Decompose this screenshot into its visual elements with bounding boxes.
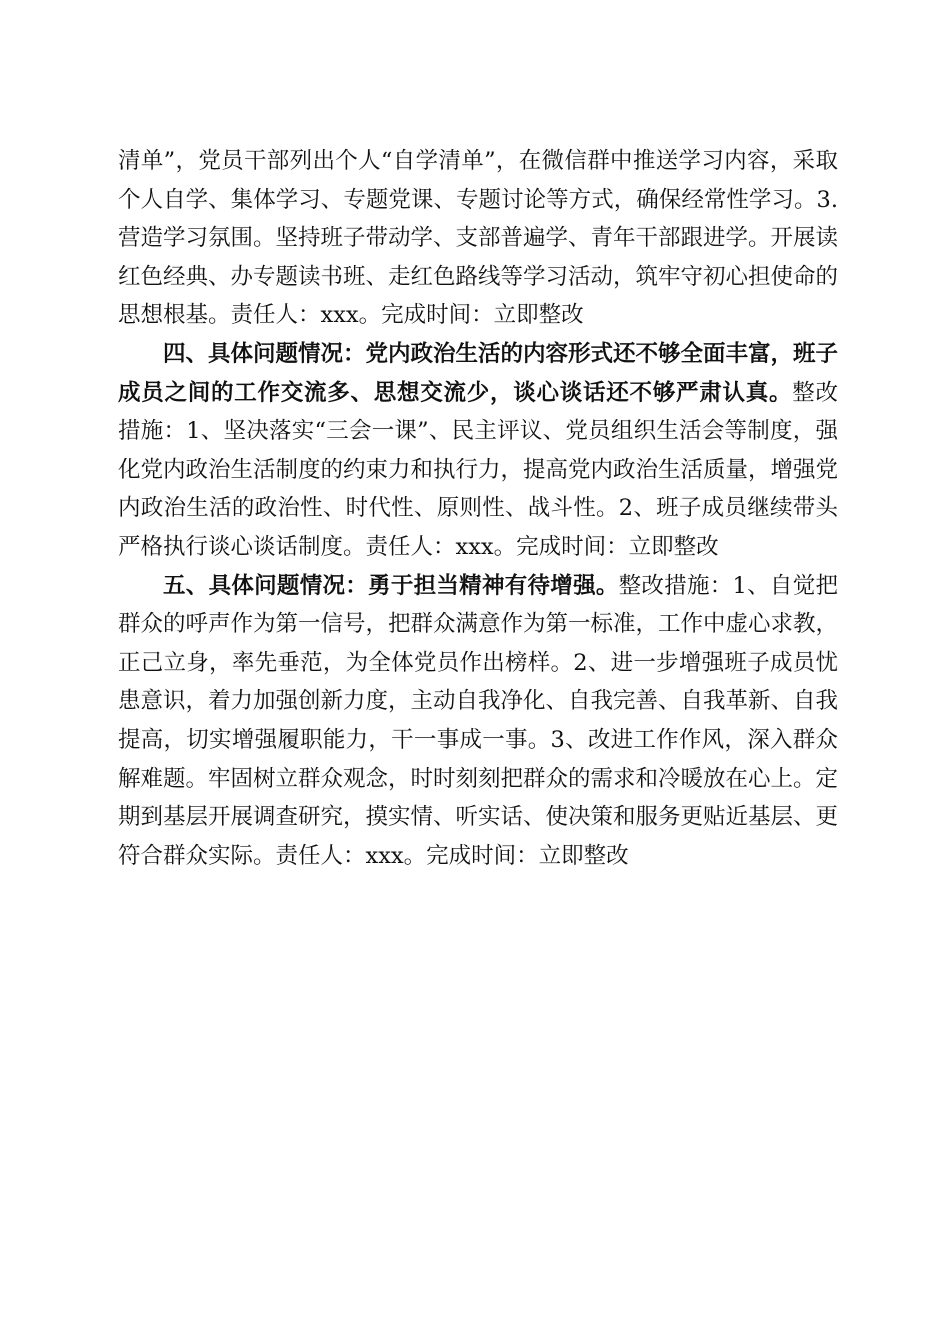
paragraph-issue-five xyxy=(118,567,838,876)
issue-five-heading: 五、具体问题情况：勇于担当精神有待增强。 xyxy=(163,572,619,599)
paragraph-text: 清单”，党员干部列出个人“自学清单”，在微信群中推送学习内容，采取个人自学、集体学习、专题党课、专题讨论等方式，确保经常性学习。3.营造学习氛围。坚持班子带动学、支部普遍学、青年干部跟进学。开展读红色经典、办专题读书班、走红色路线等学习活动，筑牢守初心担使命的思想根基。责任人：xxx。完成时间：立即整改 xyxy=(118,148,839,329)
issue-four-measures: 整改措施：1、坚决落实“三会一课”、民主评议、党员组织生活会等制度，强化党内政治生活制度的约束力和执行力，提高党内政治生活质量，增强党内政治生活的政治性、时代性、原则性、战斗性。2、班子成员继续带头严格执行谈心谈话制度。责任人：xxx。完成时间：立即整改 xyxy=(118,379,839,560)
paragraph-continuation xyxy=(118,142,838,335)
paragraph-issue-four xyxy=(118,335,838,567)
issue-five-measures: 整改措施：1、自觉把群众的呼声作为第一信号，把群众满意作为第一标准，工作中虚心求教，正己立身，率先垂范，为全体党员作出榜样。2、进一步增强班子成员忧患意识，着力加强创新力度，主动自我净化、自我完善、自我革新、自我提高，切实增强履职能力，干一事成一事。3、改进工作作风，深入群众解难题。牢固树立群众观念，时时刻刻把群众的需求和冷暖放在心上。定期到基层开展调查研究，摸实情、听实话、使决策和服务更贴近基层、更符合群众实际。责任人：xxx。完成时间：立即整改 xyxy=(118,572,839,869)
issue-four-heading: 四、具体问题情况：党内政治生活的内容形式还不够全面丰富，班子成员之间的工作交流多、思想交流少，谈心谈话还不够严肃认真。 xyxy=(118,340,839,406)
document-page xyxy=(118,142,838,875)
